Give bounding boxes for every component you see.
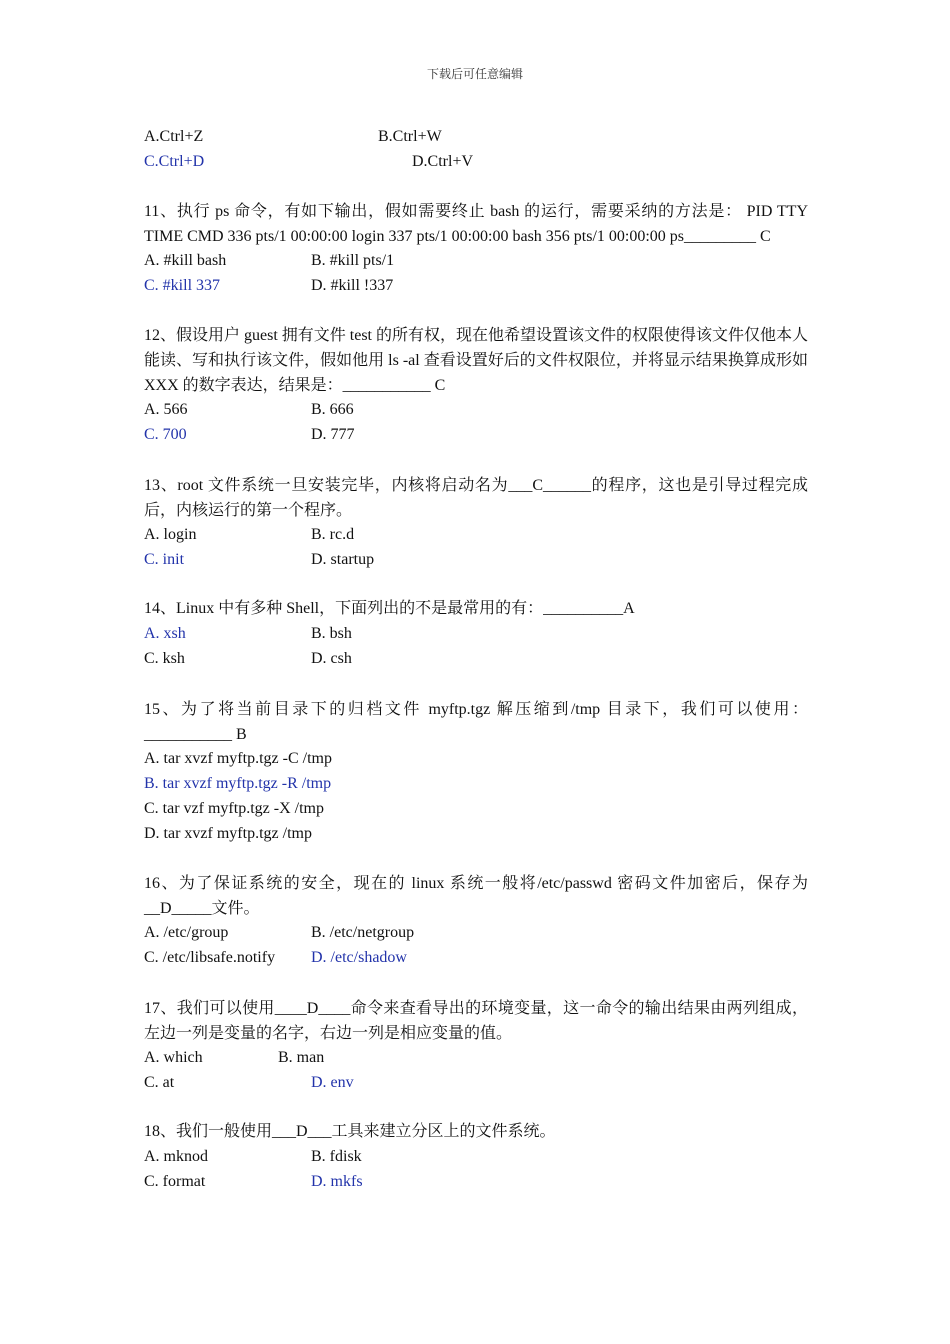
q12-option-d: D. 777: [311, 426, 355, 443]
q13-stem: 13、root 文件系统一旦安装完毕，内核将启动名为___C______的程序，这也是引导过程完成后，内核运行的第一个程序。: [144, 477, 808, 519]
q16-option-a: A. /etc/group: [144, 924, 229, 941]
q18-option-c: C. format: [144, 1173, 206, 1190]
q11-option-d: D. #kill !337: [311, 277, 394, 294]
q11-stem: 11、执行 ps 命令，有如下输出，假如需要终止 bash 的运行，需要采纳的方法是： PID TTY TIME CMD 336 pts/1 00:00:00 login 337 pts/1 00:00:00 bash 356 pts/1 00:00:00 ps_________ C: [144, 203, 808, 245]
q11-option-c: C. #kill 337: [144, 277, 221, 294]
q14-option-d: D. csh: [311, 650, 352, 667]
q16-option-d: D. /etc/shadow: [311, 949, 407, 966]
q12-option-b: B. 666: [311, 401, 354, 418]
q17-option-a: A. which: [144, 1049, 203, 1066]
q10-option-c: C.Ctrl+D: [144, 153, 205, 170]
q15-option-c: C. tar vzf myftp.tgz -X /tmp: [144, 800, 324, 817]
q13-option-c: C. init: [144, 551, 185, 568]
q15-option-d: D. tar xvzf myftp.tgz /tmp: [144, 825, 312, 842]
q16-option-c: C. /etc/libsafe.notify: [144, 949, 276, 966]
q12-option-a: A. 566: [144, 401, 188, 418]
q14-option-a: A. xsh: [144, 625, 186, 642]
q17-stem: 17、我们可以使用____D____命令来查看导出的环境变量，这一命令的输出结果由两列组成，左边一列是变量的名字，右边一列是相应变量的值。: [144, 1000, 808, 1042]
q16-option-b: B. /etc/netgroup: [311, 924, 415, 941]
page-header: 下载后可任意编辑: [426, 67, 523, 81]
q13-option-b: B. rc.d: [311, 526, 355, 543]
q13-option-d: D. startup: [311, 551, 375, 568]
q15-option-b: B. tar xvzf myftp.tgz -R /tmp: [144, 775, 332, 792]
q12-stem: 12、假设用户 guest 拥有文件 test 的所有权，现在他希望设置该文件的权限使得该文件仅他本人能读、写和执行该文件，假如他用 ls -al 查看设置好后的文件权限位，并将显示结果换算成形如 XXX 的数字表达，结果是：___________ C: [144, 327, 808, 394]
q10-option-b: B.Ctrl+W: [378, 128, 442, 145]
q17-option-c: C. at: [144, 1074, 175, 1091]
q17-option-d: D. env: [311, 1074, 354, 1091]
q17-option-b: B. man: [278, 1049, 325, 1066]
q10-option-d: D.Ctrl+V: [412, 153, 474, 170]
q16-stem: 16、为了保证系统的安全，现在的 linux 系统一般将/etc/passwd 密码文件加密后，保存为__D_____文件。: [144, 875, 808, 917]
q11-option-b: B. #kill pts/1: [311, 252, 395, 269]
q12-option-c: C. 700: [144, 426, 187, 443]
q14-option-c: C. ksh: [144, 650, 185, 667]
q18-option-a: A. mknod: [144, 1148, 208, 1165]
q13-option-a: A. login: [144, 526, 197, 543]
q15-option-a: A. tar xvzf myftp.tgz -C /tmp: [144, 750, 332, 767]
q18-option-d: D. mkfs: [311, 1173, 363, 1190]
q14-option-b: B. bsh: [311, 625, 352, 642]
q11-option-a: A. #kill bash: [144, 252, 227, 269]
q10-option-a: A.Ctrl+Z: [144, 128, 204, 145]
q18-stem: 18、我们一般使用___D___工具来建立分区上的文件系统。: [144, 1123, 556, 1140]
q14-stem: 14、Linux 中有多种 Shell，下面列出的不是最常用的有：__________A: [144, 600, 635, 617]
q15-stem: 15、为了将当前目录下的归档文件 myftp.tgz 解压缩到/tmp 目录下，我们可以使用：___________ B: [144, 701, 808, 743]
q18-option-b: B. fdisk: [311, 1148, 362, 1165]
